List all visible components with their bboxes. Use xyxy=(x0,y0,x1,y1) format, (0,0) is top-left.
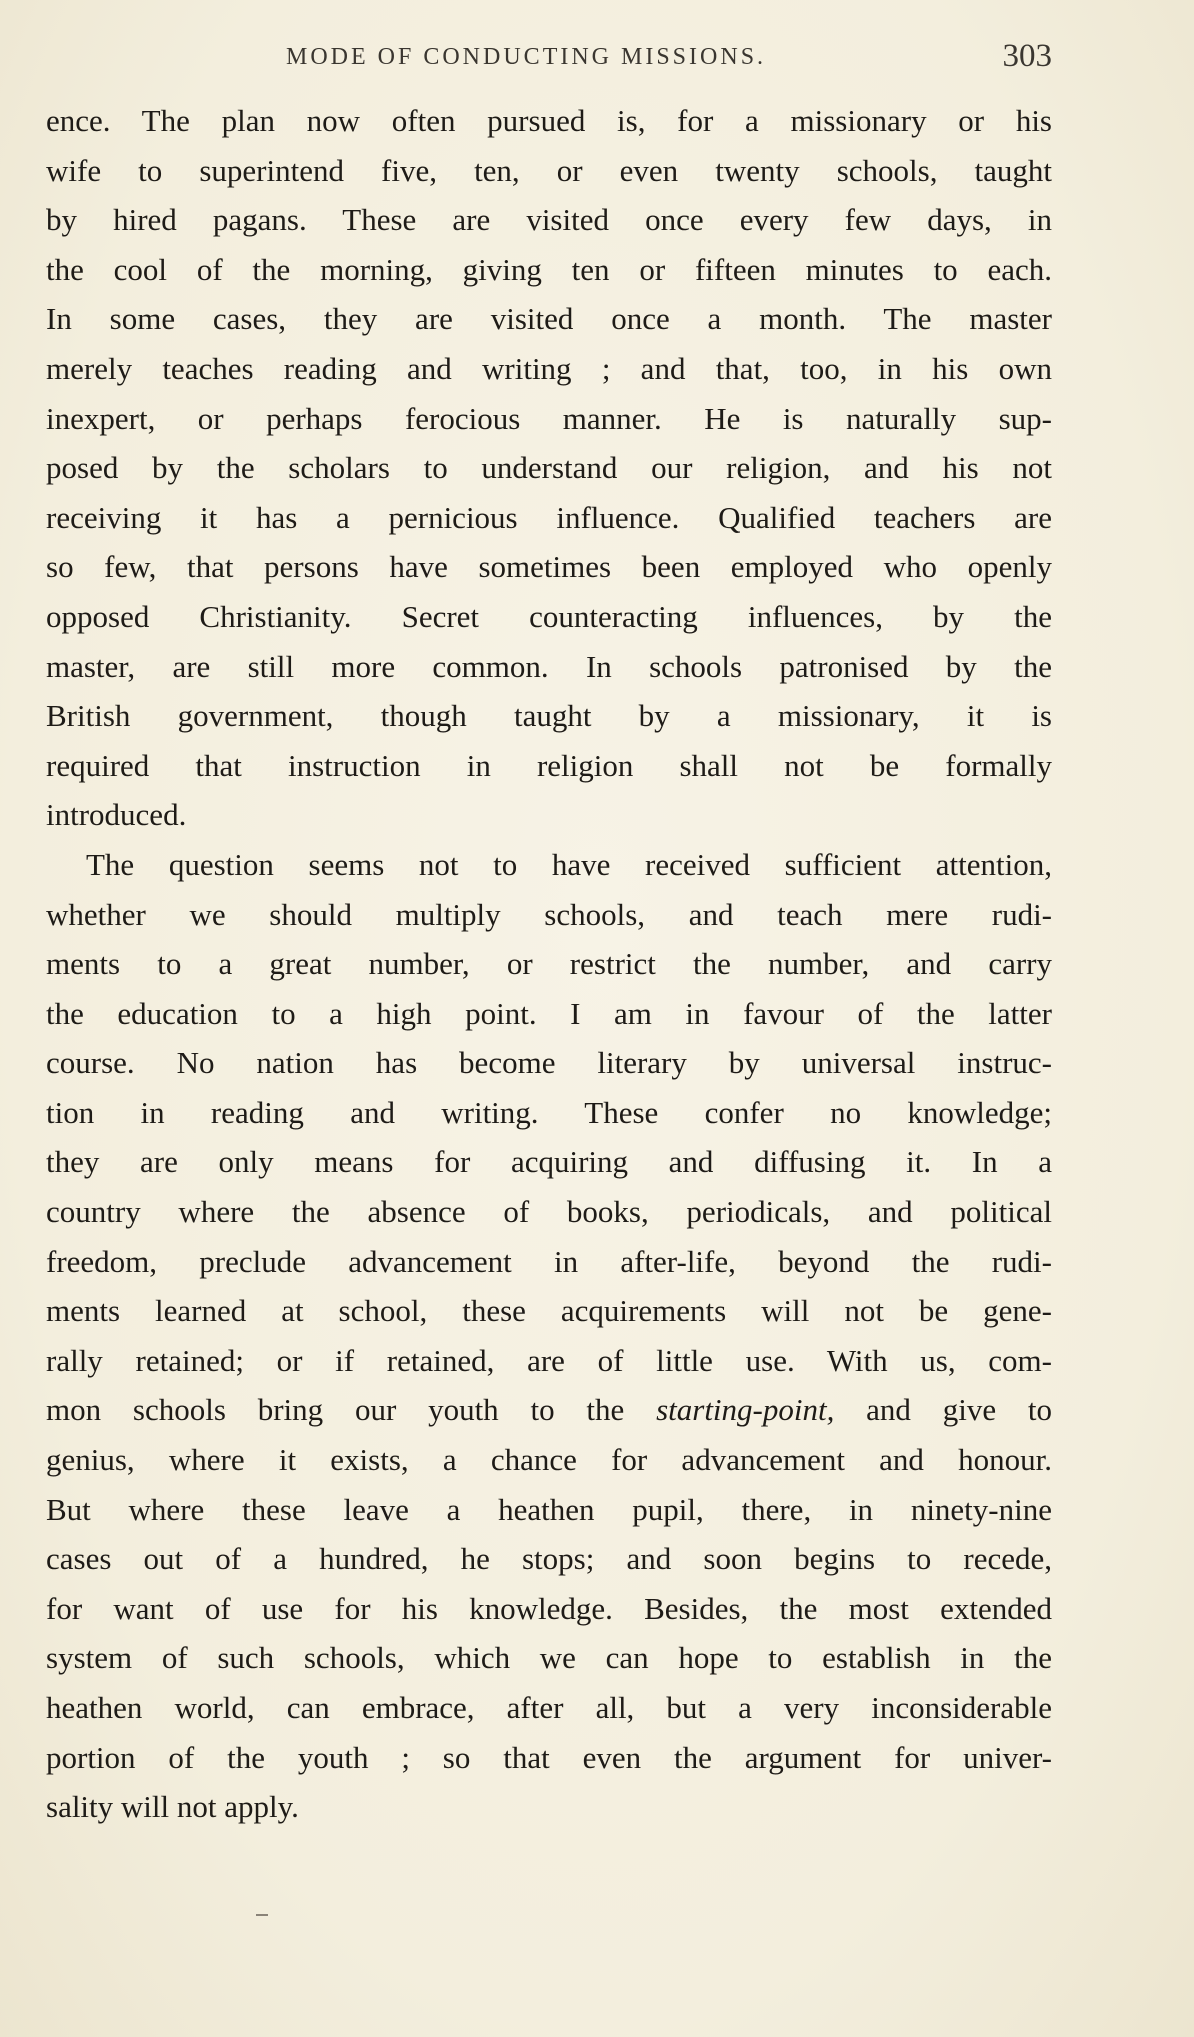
printer-mark xyxy=(256,1914,268,1916)
page-number: 303 xyxy=(1002,38,1052,74)
text-line: British government, though taught by a missionary, it is xyxy=(46,698,1052,734)
text-line: the education to a high point. I am in favour of the latter xyxy=(46,995,1052,1031)
text-line: In some cases, they are visited once a month. The master xyxy=(46,301,1052,337)
text-line: heathen world, can embrace, after all, but a very inconsiderable xyxy=(46,1690,1052,1725)
text-line: the cool of the morning, giving ten or fifteen minutes to each. xyxy=(46,251,1052,287)
text-line: ments to a great number, or restrict the number, and carry xyxy=(46,946,1052,982)
text-line: tion in reading and writing. These confer no knowledge; xyxy=(46,1094,1052,1130)
text-line: cases out of a hundred, he stops; and soon begins to recede, xyxy=(46,1541,1052,1577)
text-line: so few, that persons have sometimes been employed who openly xyxy=(46,549,1052,585)
text-fragment: and give to xyxy=(834,1392,1052,1428)
text-line: master, are still more common. In schools patronised by the xyxy=(46,648,1052,684)
emphasized-text: starting-point, xyxy=(656,1392,835,1428)
text-line: inexpert, or perhaps ferocious manner. He is naturally sup- xyxy=(46,400,1052,436)
running-head: MODE OF CONDUCTING MISSIONS. xyxy=(286,44,767,70)
text-line-with-emphasis xyxy=(46,1385,1052,1435)
text-line: portion of the youth ; so that even the argument for univer- xyxy=(46,1739,1052,1775)
text-line: by hired pagans. These are visited once every few days, in xyxy=(46,202,1052,238)
text-line: genius, where it exists, a chance for advancement and honour. xyxy=(46,1442,1052,1478)
text-fragment: mon schools bring our youth to the xyxy=(46,1392,657,1428)
text-line: for want of use for his knowledge. Besides, the most extended xyxy=(46,1590,1052,1626)
text-line: receiving it has a pernicious influence. Qualified teachers are xyxy=(46,499,1052,535)
text-line: opposed Christianity. Secret counteracting influences, by the xyxy=(46,598,1052,634)
text-line: merely teaches reading and writing ; and that, too, in his own xyxy=(46,350,1052,386)
text-line: country where the absence of books, periodicals, and political xyxy=(46,1194,1052,1230)
text-line: sality will not apply. xyxy=(46,1789,299,1825)
text-line: wife to superintend five, ten, or even twenty schools, taught xyxy=(46,152,1052,188)
text-line: system of such schools, which we can hope to establish in the xyxy=(46,1640,1052,1676)
text-line: required that instruction in religion shall not be formally xyxy=(46,747,1052,783)
text-line: whether we should multiply schools, and teach mere rudi- xyxy=(46,896,1052,932)
text-line: rally retained; or if retained, are of little use. With us, com- xyxy=(46,1342,1052,1378)
text-line: But where these leave a heathen pupil, there, in ninety-nine xyxy=(46,1491,1052,1527)
text-line: The question seems not to have received sufficient attention, xyxy=(86,846,1052,882)
text-line: freedom, preclude advancement in after-life, beyond the rudi- xyxy=(46,1243,1052,1279)
text-line: ments learned at school, these acquirements will not be gene- xyxy=(46,1293,1052,1329)
text-line: course. No nation has become literary by universal instruc- xyxy=(46,1045,1052,1081)
page-header xyxy=(46,40,1052,84)
body-text xyxy=(46,96,1052,1832)
text-line: introduced. xyxy=(46,797,187,833)
text-line: they are only means for acquiring and diffusing it. In a xyxy=(46,1144,1052,1180)
text-line: ence. The plan now often pursued is, for a missionary or his xyxy=(46,103,1052,138)
text-line: posed by the scholars to understand our religion, and his not xyxy=(46,450,1052,486)
